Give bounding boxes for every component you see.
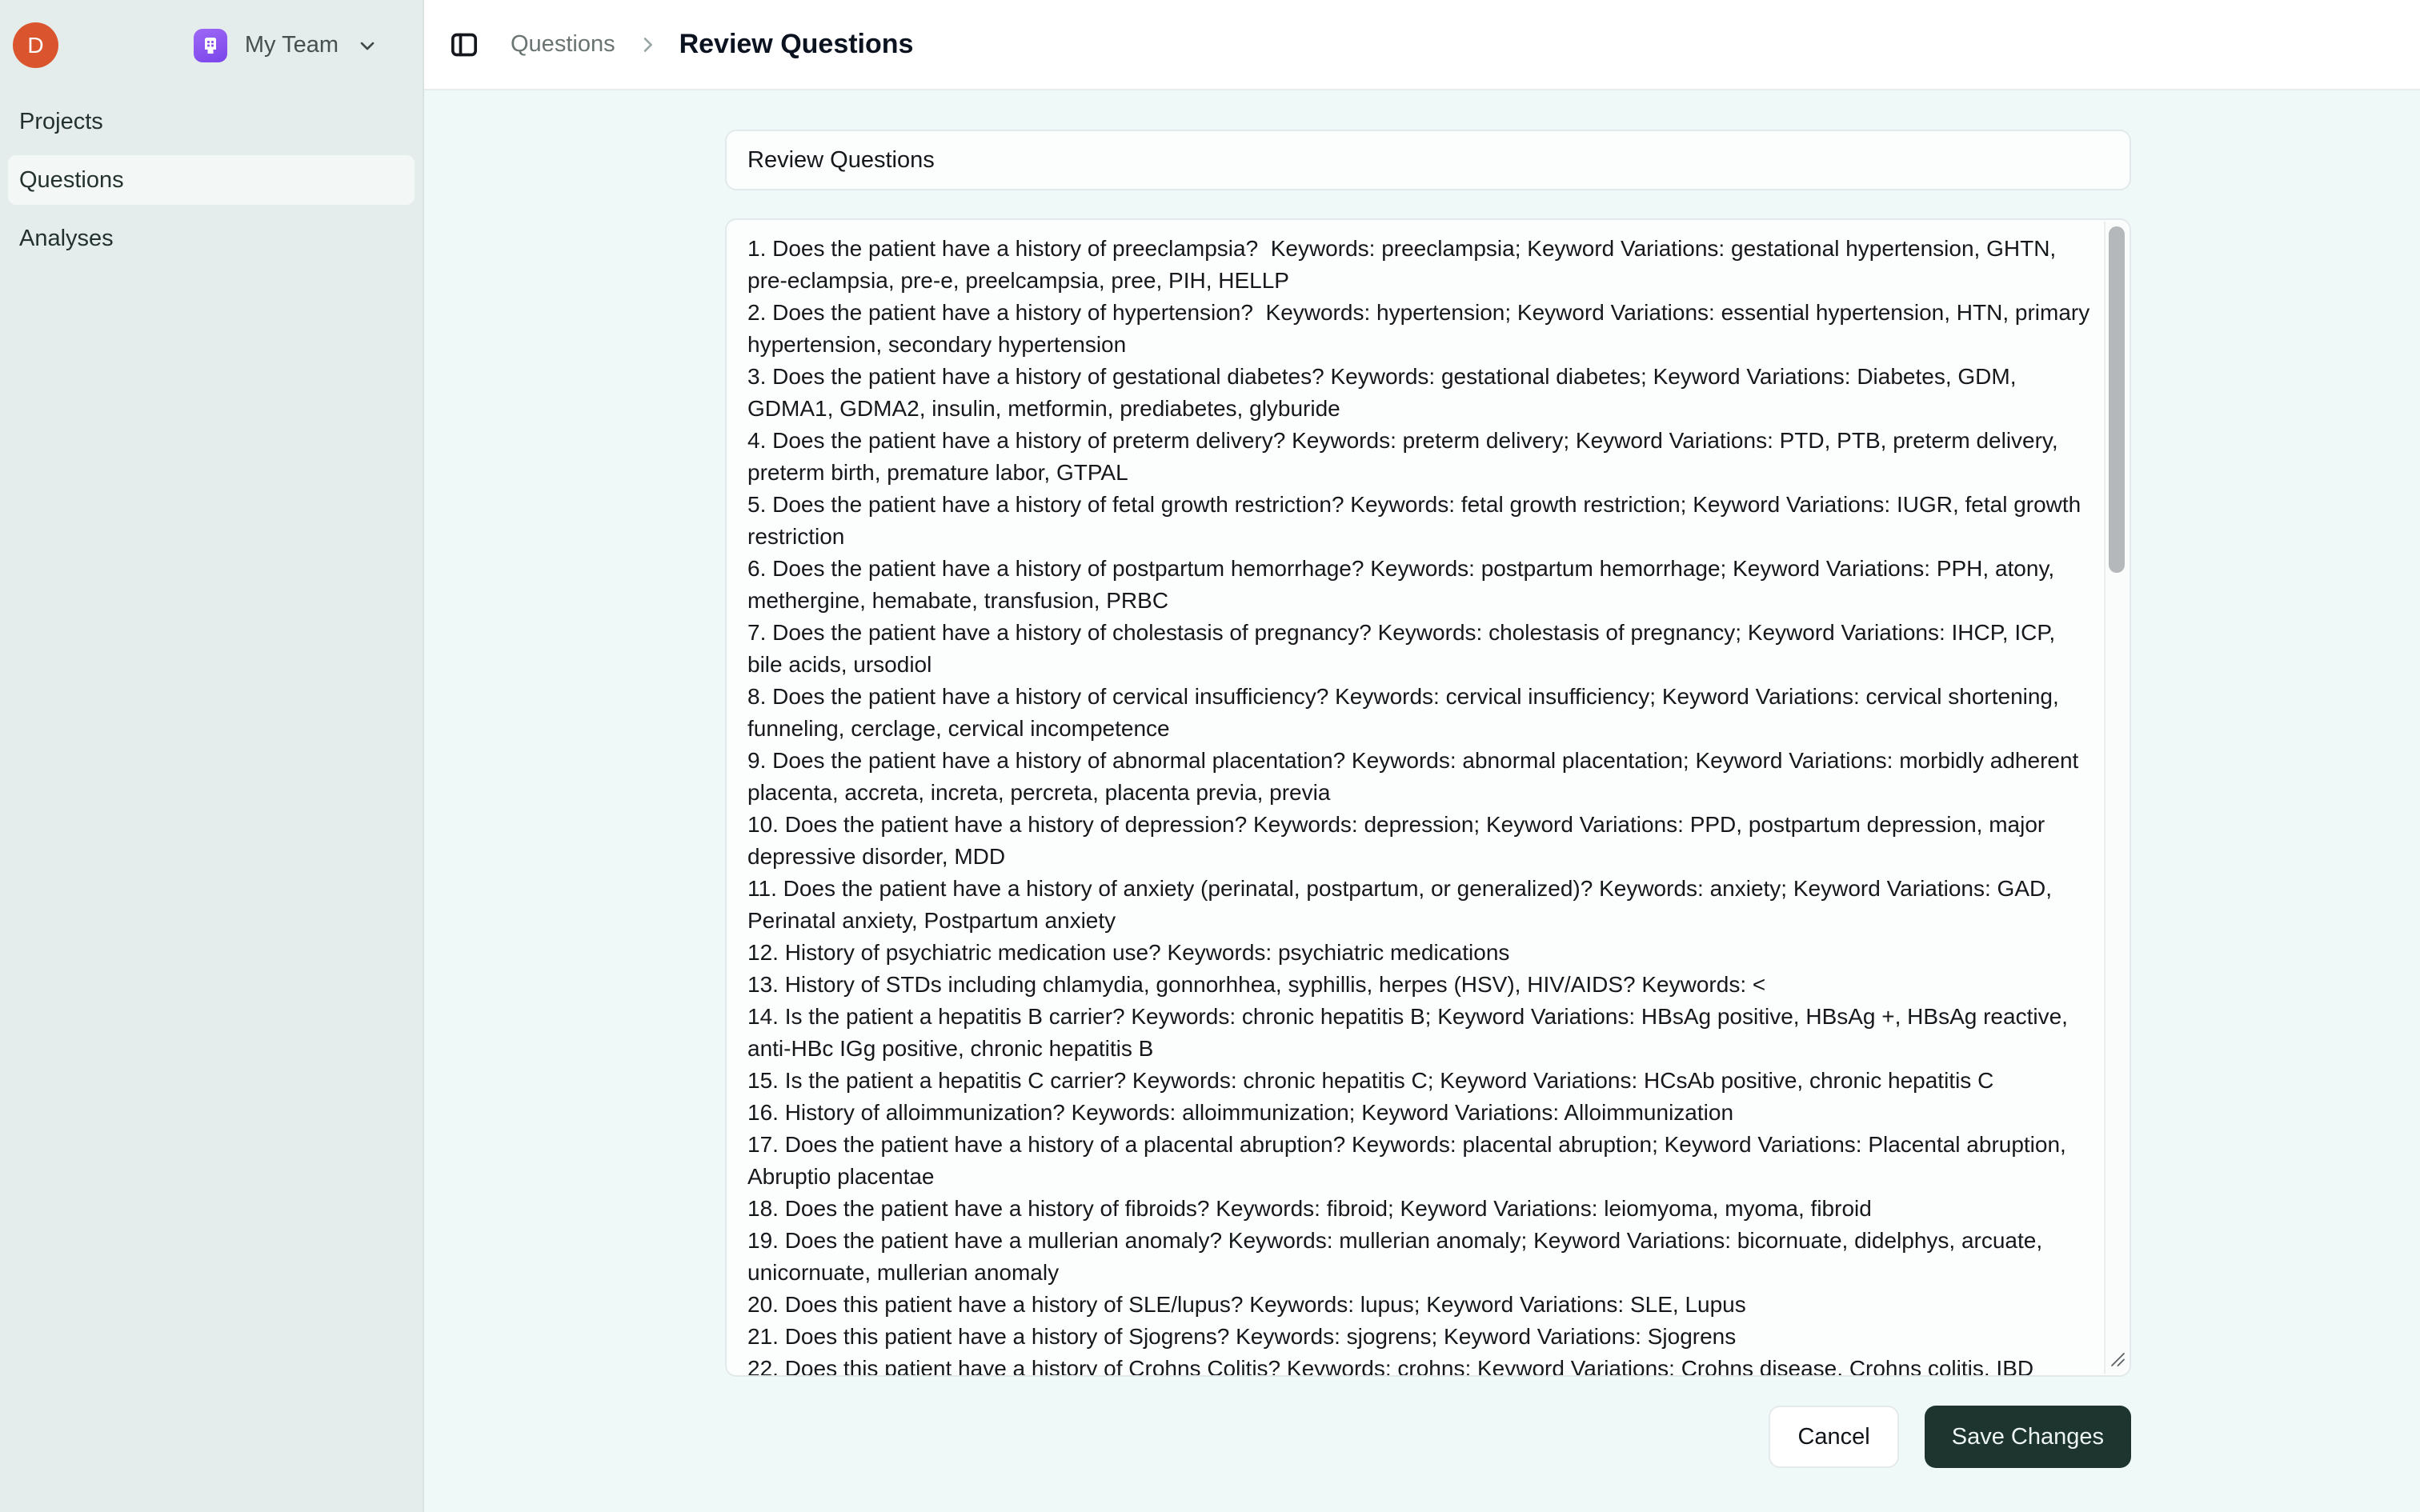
sidebar-item-label: Questions bbox=[19, 166, 124, 193]
avatar-initial: D bbox=[27, 32, 44, 58]
page-title: Review Questions bbox=[679, 29, 914, 59]
user-avatar[interactable] bbox=[13, 22, 58, 68]
breadcrumb bbox=[511, 29, 913, 60]
sidebar-item-label: Analyses bbox=[19, 225, 114, 251]
main-area bbox=[424, 0, 2420, 1512]
sidebar-item-questions[interactable] bbox=[8, 155, 415, 205]
sidebar bbox=[0, 0, 424, 1512]
cancel-button[interactable]: Cancel bbox=[1769, 1406, 1898, 1468]
breadcrumb-questions[interactable]: Questions bbox=[511, 31, 615, 57]
resize-grip-icon[interactable] bbox=[2108, 1350, 2126, 1371]
sidebar-item-analyses[interactable] bbox=[8, 214, 415, 263]
save-changes-button[interactable]: Save Changes bbox=[1925, 1406, 2131, 1468]
title-input[interactable] bbox=[725, 130, 2131, 190]
content-area bbox=[424, 90, 2420, 1512]
chevron-right-icon bbox=[636, 34, 659, 56]
panel-left-icon bbox=[448, 29, 480, 61]
questions-textarea-shell bbox=[725, 218, 2131, 1377]
textarea-scrollbar-thumb[interactable] bbox=[2109, 226, 2125, 573]
team-name: My Team bbox=[244, 32, 339, 58]
form-actions bbox=[725, 1406, 2131, 1468]
review-questions-form bbox=[725, 130, 2131, 1468]
sidebar-item-projects[interactable] bbox=[8, 97, 415, 146]
building-icon bbox=[194, 29, 227, 62]
sidebar-item-label: Projects bbox=[19, 108, 103, 134]
chevron-down-icon bbox=[356, 34, 379, 57]
team-selector[interactable] bbox=[194, 29, 379, 62]
sidebar-toggle-button[interactable] bbox=[447, 27, 482, 62]
questions-textarea[interactable] bbox=[727, 220, 2130, 1375]
textarea-scrollbar-track[interactable] bbox=[2104, 222, 2128, 1374]
sidebar-header bbox=[0, 0, 423, 90]
top-header bbox=[424, 0, 2420, 90]
sidebar-nav bbox=[0, 90, 423, 270]
